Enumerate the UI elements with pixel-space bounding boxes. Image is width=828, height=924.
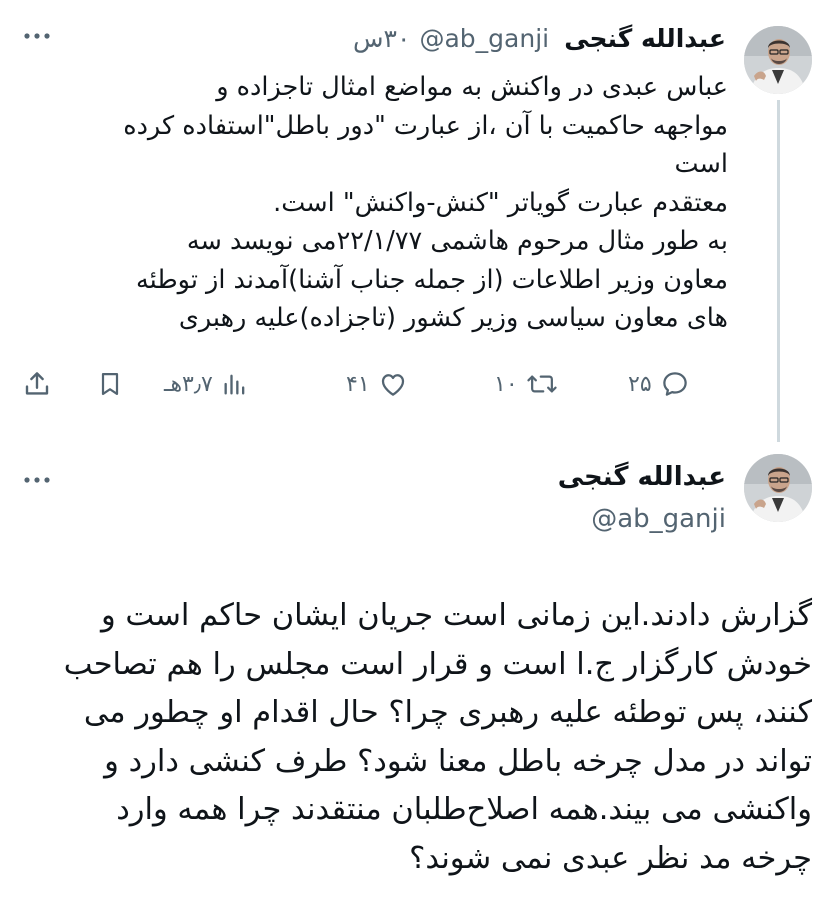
retweet-button[interactable] — [494, 364, 558, 404]
thread-line — [777, 100, 780, 442]
retweet-count: ۱۰ — [494, 371, 518, 397]
tweet-text-line: تواند در مدل چرخه باطل معنا شود؟ طرف کنشی دارد و — [104, 743, 812, 779]
analytics-icon — [221, 370, 249, 398]
reply-icon — [660, 369, 690, 399]
views-count: ۳٫۷هـ — [164, 371, 213, 397]
tweet-text-line: کنند، پس توطئه علیه رهبری چرا؟ حال اقدام او چطور می — [83, 695, 812, 730]
avatar[interactable] — [744, 454, 812, 522]
tweet-text-line: مواجهه حاکمیت با آن ،از عبارت "دور باطل"استفاده کرده — [123, 110, 728, 141]
avatar[interactable] — [744, 26, 812, 94]
author-handle[interactable]: @ab_ganji — [419, 24, 550, 53]
like-button[interactable] — [346, 364, 408, 404]
author-name[interactable]: عبدالله گنجی — [557, 462, 726, 492]
share-icon — [22, 369, 52, 399]
retweet-icon — [526, 369, 558, 399]
more-icon[interactable] — [22, 28, 52, 44]
tweet-2[interactable] — [0, 440, 828, 924]
avatar-image — [744, 26, 812, 94]
tweet-actions — [16, 364, 712, 404]
more-icon[interactable] — [22, 472, 52, 488]
tweet-header — [558, 462, 726, 492]
tweet-text-line: است — [674, 149, 728, 179]
share-button[interactable] — [22, 364, 52, 404]
tweet-text-line: معتقدم عبارت گویاتر "کنش-واکنش" است. — [273, 187, 728, 218]
tweet-text-line: به طور مثال مرحوم هاشمی ۲۲/۱/۷۷می نویسد سه — [186, 226, 728, 256]
like-count: ۴۱ — [346, 371, 370, 397]
views-button[interactable] — [164, 364, 249, 404]
tweet-text-line: چرخه مد نظر عبدی نمی شوند؟ — [409, 840, 812, 876]
reply-count: ۲۵ — [628, 371, 652, 397]
tweet-text — [16, 592, 812, 883]
bookmark-button[interactable] — [96, 364, 124, 404]
tweet-time[interactable]: ۳۰س — [352, 24, 411, 53]
tweet-text-line: واکنشی می بیند.همه اصلاح‌طلبان منتقدند چرا همه وارد — [116, 792, 812, 827]
tweet-text-line: گزارش دادند.این زمانی است جریان ایشان حاکم است و — [100, 598, 812, 633]
tweet-header — [20, 24, 726, 60]
tweet-text — [16, 68, 728, 338]
tweet-text-line: های معاون سیاسی وزیر کشور (تاجزاده)علیه رهبری — [178, 303, 728, 333]
avatar-image — [744, 454, 812, 522]
bookmark-icon — [96, 369, 124, 399]
reply-button[interactable] — [628, 364, 690, 404]
tweet-text-line: خودش کارگزار ج.ا است و قرار است مجلس را هم تصاحب — [63, 646, 812, 682]
tweet-1[interactable] — [0, 0, 828, 440]
heart-icon — [378, 369, 408, 399]
tweet-text-line: معاون وزیر اطلاعات (از جمله جناب آشنا)آمدند از توطئه — [135, 264, 728, 295]
author-name[interactable]: عبدالله گنجی — [564, 24, 726, 53]
tweet-text-line: عباس عبدی در واکنش به مواضع امثال تاجزاده و — [216, 72, 728, 102]
author-handle[interactable]: @ab_ganji — [591, 504, 726, 534]
